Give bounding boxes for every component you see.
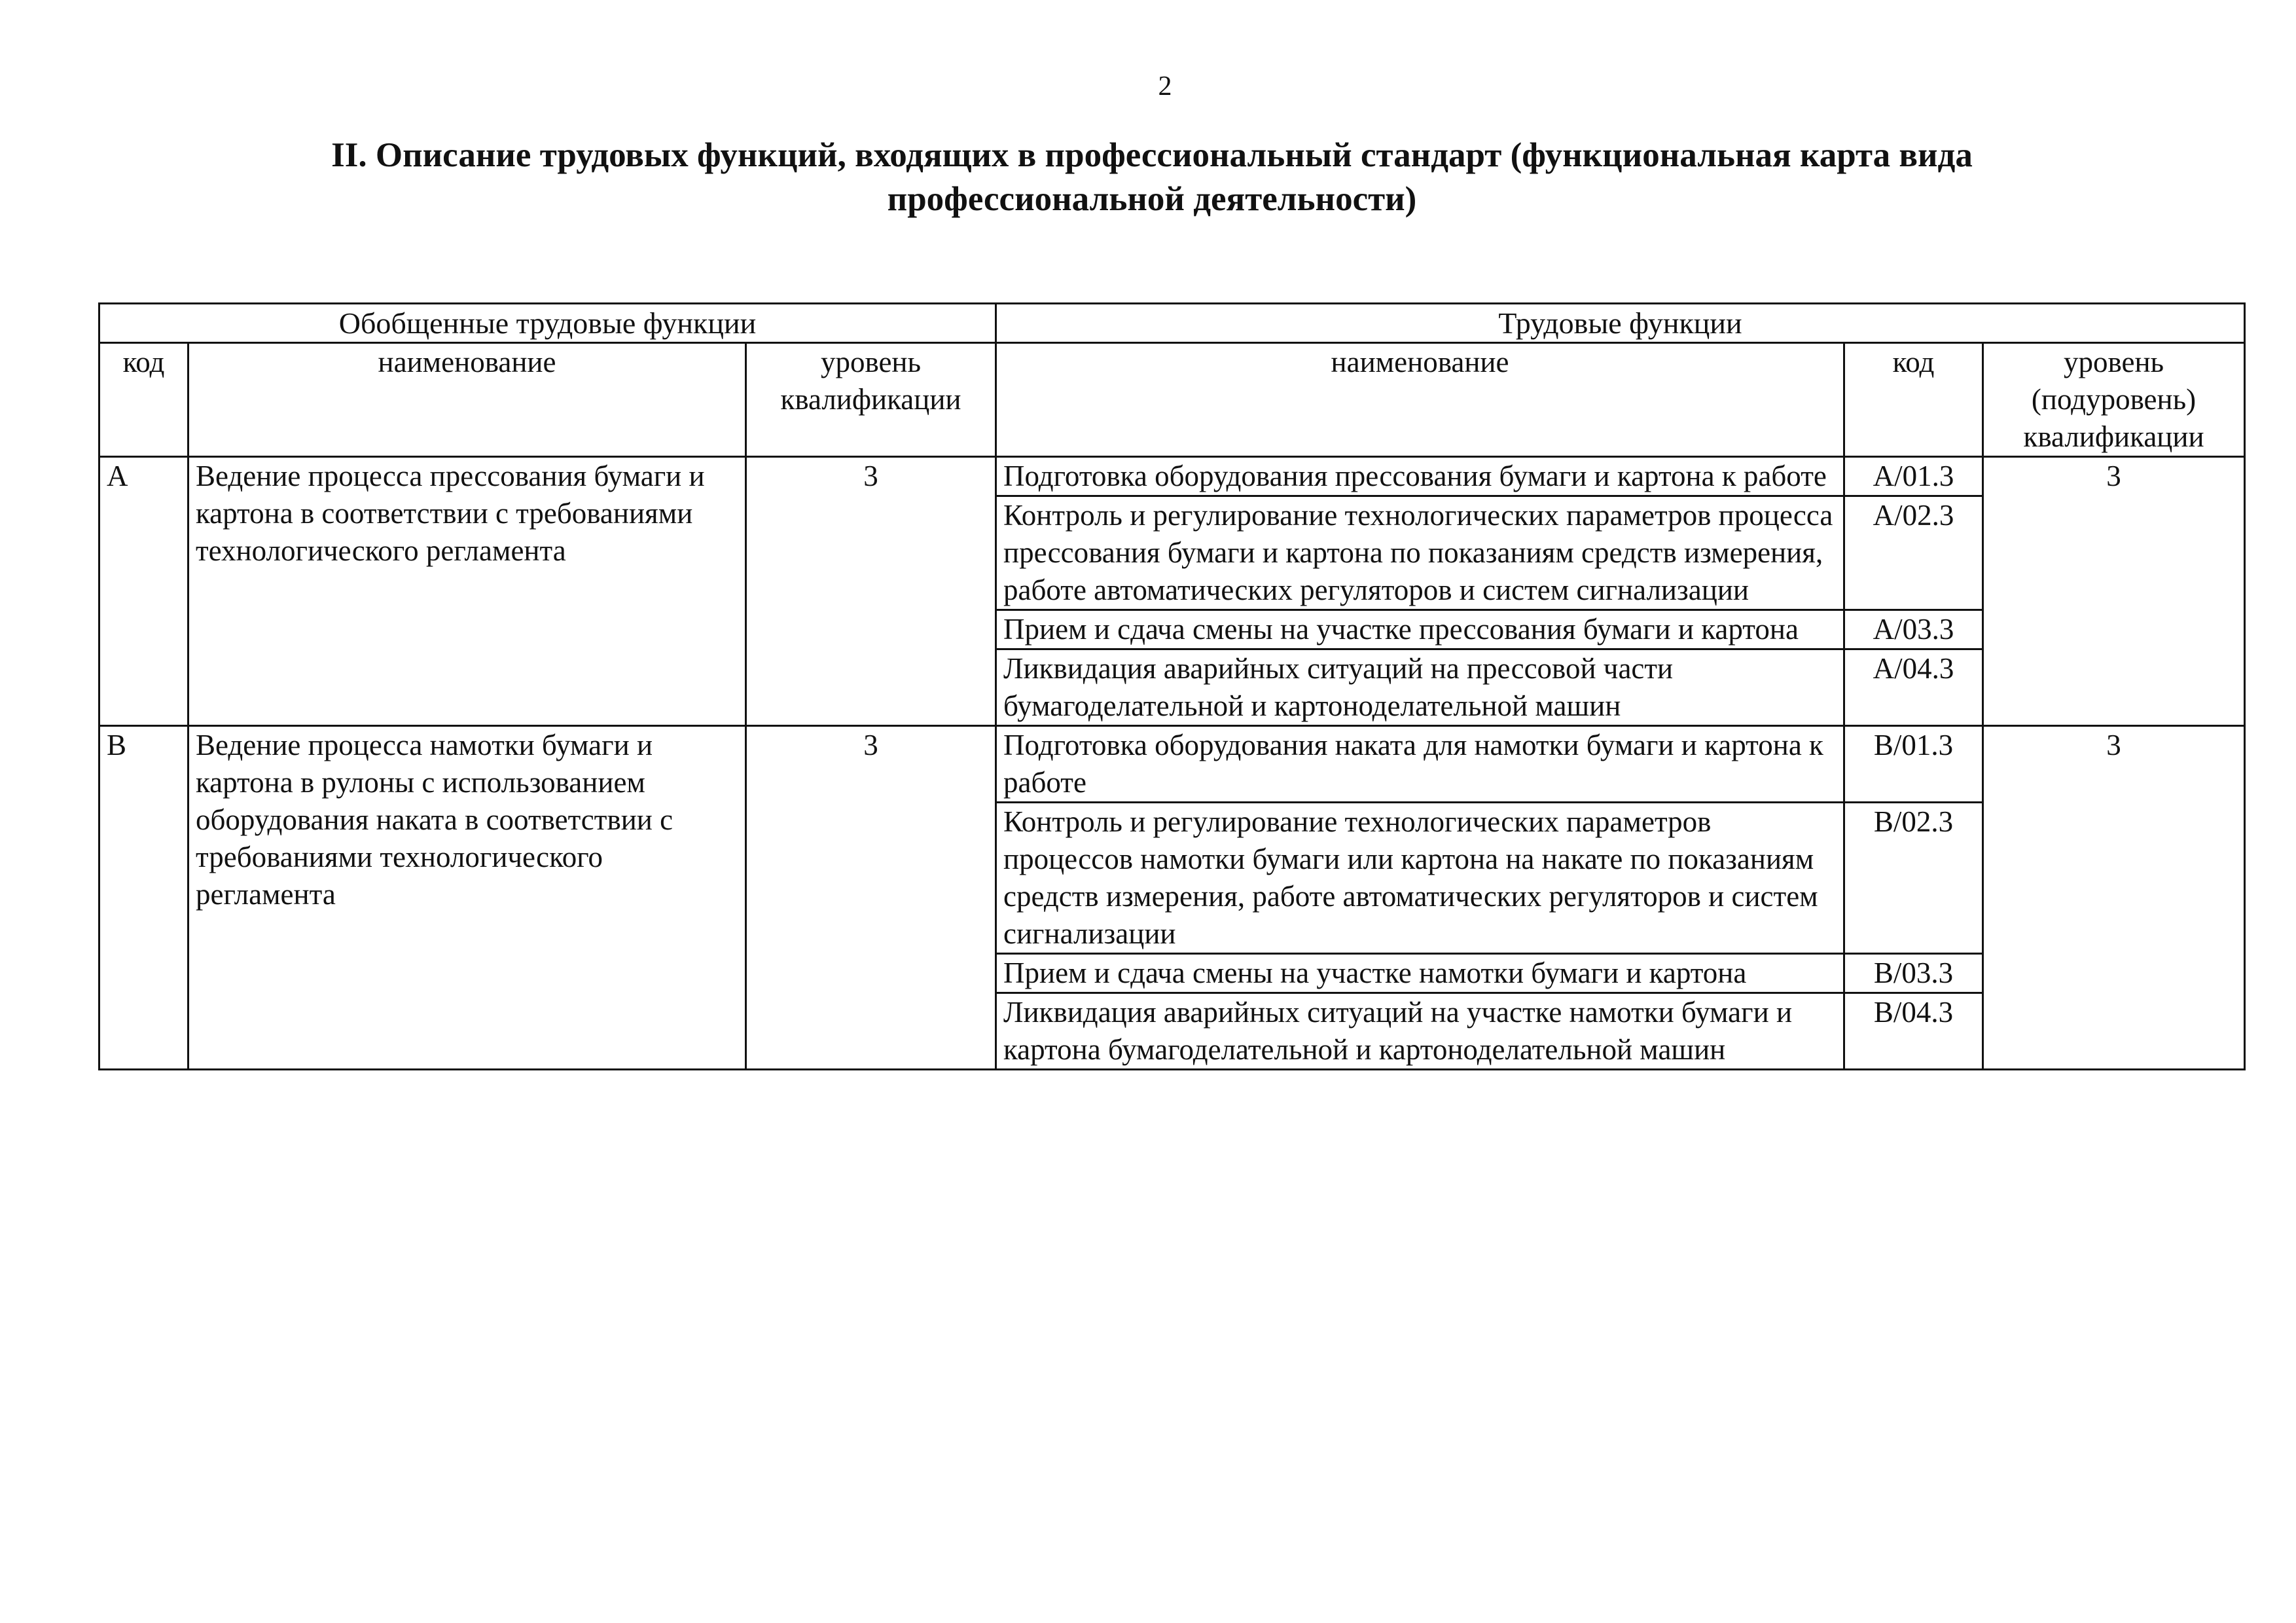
fn-name-cell: Подготовка оборудования наката для намотки бумаги и картона к работе [996,726,1844,803]
page-title [0,134,2296,221]
fn-name-cell: Ликвидация аварийных ситуаций на участке намотки бумаги и картона бумагоделательной и картоноделательной машин [996,993,1844,1070]
functional-map-table [98,302,2246,1070]
fn-code-cell: A/02.3 [1844,496,1983,610]
fn-name-cell: Прием и сдача смены на участке намотки бумаги и картона [996,954,1844,993]
fn-level-header: уровень (подуровень) квалификации [1983,343,2245,457]
gen-name-header: наименование [188,343,746,457]
fn-name-cell: Ликвидация аварийных ситуаций на прессовой части бумагоделательной и картоноделательной машин [996,649,1844,726]
fn-name-header: наименование [996,343,1844,457]
gen-code-cell: B [99,726,188,1070]
fn-code-cell: A/04.3 [1844,649,1983,726]
fn-name-cell: Контроль и регулирование технологических параметров процессов намотки бумаги или картона на накате по показаниям средств измерения, работе автоматических регуляторов и систем сигнализации [996,803,1844,954]
page-title-line-1: II. Описание трудовых функций, входящих в профессиональный стандарт (функциональная карта вида [331,136,1973,174]
page-number: 2 [1158,71,1172,101]
fn-code-cell: B/03.3 [1844,954,1983,993]
fn-name-cell: Контроль и регулирование технологических параметров процесса прессования бумаги и картона по показаниям средств измерения, работе автоматических регуляторов и систем сигнализации [996,496,1844,610]
page-title-line-2: профессиональной деятельности) [887,180,1417,218]
fn-code-cell: B/02.3 [1844,803,1983,954]
table-row [99,726,2245,803]
gen-level-cell: 3 [746,726,996,1070]
fn-code-cell: A/03.3 [1844,610,1983,649]
fn-code-cell: A/01.3 [1844,457,1983,496]
fn-code-cell: B/01.3 [1844,726,1983,803]
gen-name-cell: Ведение процесса намотки бумаги и картона в рулоны с использованием оборудования наката в соответствии с требованиями технологического регламента [188,726,746,1070]
gen-name-cell: Ведение процесса прессования бумаги и картона в соответствии с требованиями технологического регламента [188,457,746,726]
gen-code-header: код [99,343,188,457]
fn-name-cell: Подготовка оборудования прессования бумаги и картона к работе [996,457,1844,496]
fn-code-header: код [1844,343,1983,457]
labor-functions-header: Трудовые функции [996,304,2245,343]
table-row [99,457,2245,496]
fn-level-cell: 3 [1983,457,2245,726]
gen-level-cell: 3 [746,457,996,726]
generalized-functions-header: Обобщенные трудовые функции [99,304,996,343]
column-header-row [99,343,2245,457]
fn-code-cell: B/04.3 [1844,993,1983,1070]
gen-code-cell: A [99,457,188,726]
group-header-row [99,304,2245,343]
fn-name-cell: Прием и сдача смены на участке прессования бумаги и картона [996,610,1844,649]
gen-level-header: уровень квалификации [746,343,996,457]
fn-level-cell: 3 [1983,726,2245,1070]
